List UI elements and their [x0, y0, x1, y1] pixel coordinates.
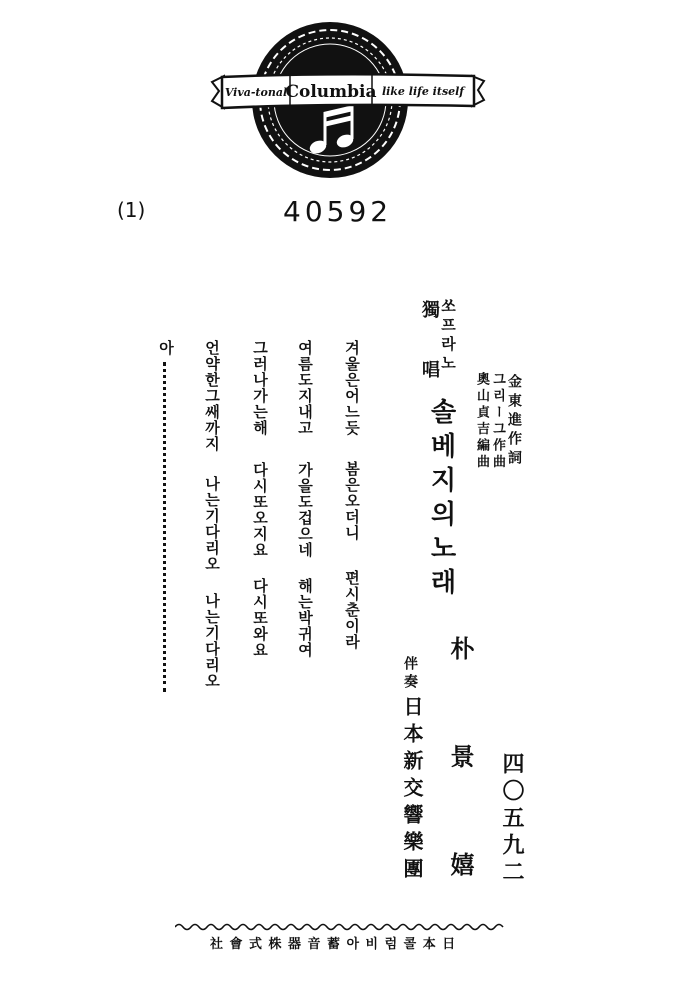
record-number: 40592	[283, 195, 393, 228]
orchestra-name: 日本新交響樂團	[400, 696, 424, 885]
song-title: 솔베지의노래	[426, 398, 456, 602]
performance-type: 獨唱	[419, 300, 440, 420]
lyric-exclamation: 아	[157, 340, 175, 355]
composer-credit: 그리ー그作曲	[490, 372, 505, 471]
columbia-logo	[0, 0, 676, 200]
wavy-divider	[175, 921, 505, 933]
brand-name: Columbia	[285, 82, 377, 102]
banner-right-text: like life itself	[381, 85, 465, 98]
banner-left-text: Viva-tonal	[224, 86, 288, 99]
lyric-line-3-phrase-1: 그러나가는해	[251, 340, 269, 436]
lyric-line-1-phrase-1: 겨울은어느듯	[343, 340, 361, 436]
lyric-line-2-phrase-3: 해는박귀여	[296, 578, 314, 658]
lyric-line-4-phrase-1: 언약한그쌔까지	[203, 340, 221, 452]
lyric-line-2-phrase-2: 가을도겁으네	[296, 462, 314, 558]
lyric-line-4-phrase-2: 나는기다리오	[203, 476, 221, 572]
side-number: (1)	[117, 198, 146, 222]
accompaniment-label: 伴奏	[402, 656, 418, 692]
lyric-line-3-phrase-2: 다시또오지요	[251, 462, 269, 558]
arranger-credit: 奧山貞吉編曲	[474, 372, 489, 471]
lyric-line-3-phrase-3: 다시또와요	[251, 578, 269, 658]
lyric-line-1-phrase-2: 봄은오더니	[343, 461, 361, 541]
singer-name: 朴景嬉	[446, 636, 475, 960]
lyric-line-4-phrase-3: 나는기다리오	[203, 593, 221, 689]
voice-part: 쏘프라노	[439, 298, 457, 374]
catalog-number-kanji: 四〇五九二	[499, 752, 525, 887]
dotted-leader-line	[163, 362, 166, 692]
company-footer: 社會式株器音蓄아비럼콜本日	[210, 937, 462, 952]
lyricist-credit: 金東進作詞	[506, 374, 522, 469]
lyric-line-1-phrase-3: 편시춘이라	[343, 570, 361, 650]
lyric-line-2-phrase-1: 여름도지내고	[296, 340, 314, 436]
